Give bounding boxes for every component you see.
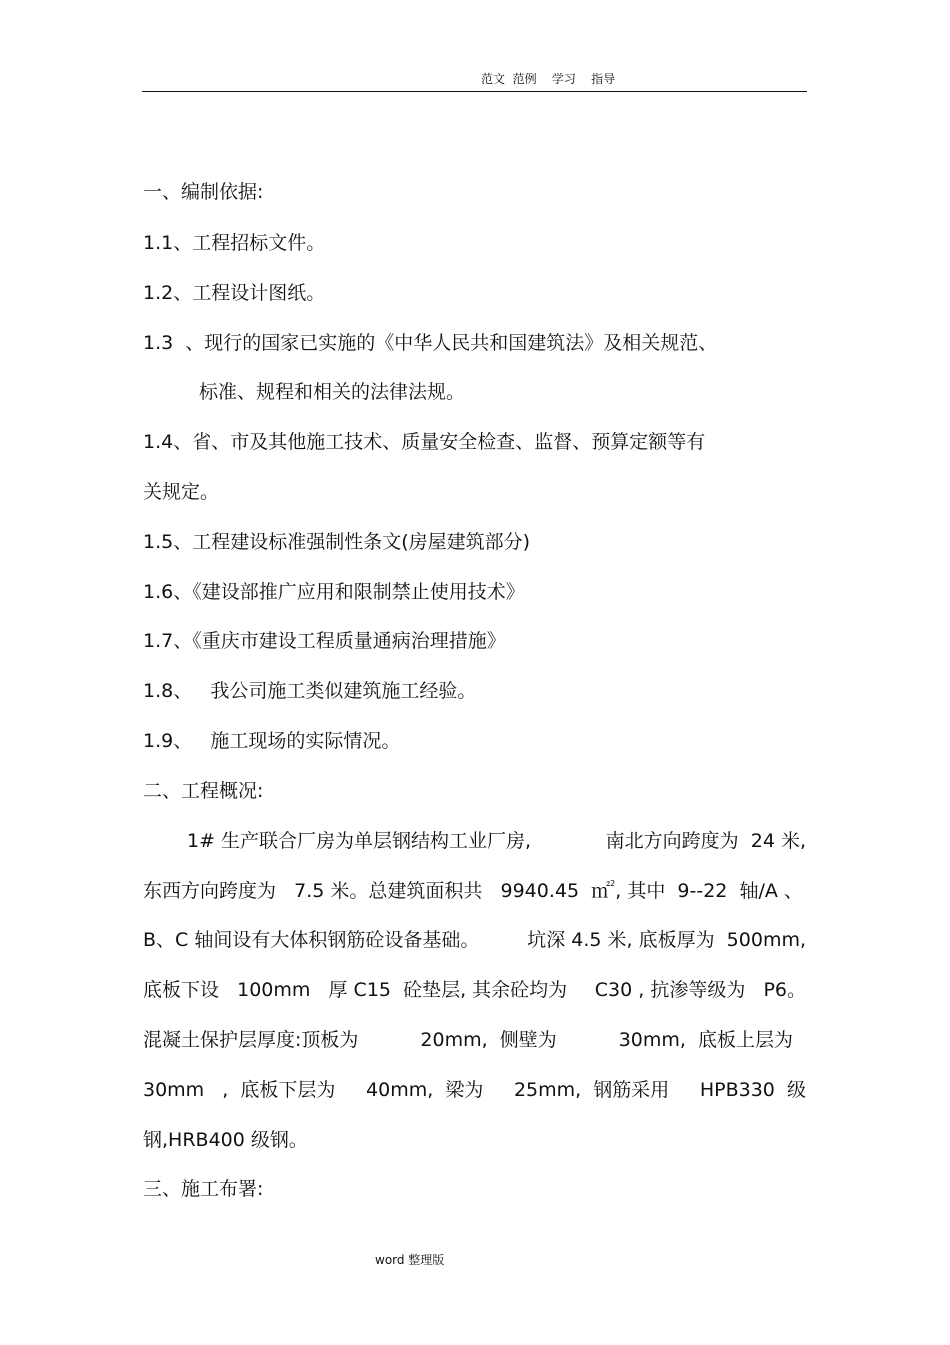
item-1-1: 1.1、工程招标文件。: [143, 232, 326, 254]
item-1-9: 1.9、 施工现场的实际情况。: [143, 730, 401, 752]
section-3-title: 三、施工布署:: [143, 1178, 264, 1200]
overview-line-2: [143, 879, 803, 903]
overview-line-6: [143, 1078, 806, 1102]
item-1-8: 1.8、 我公司施工类似建筑施工经验。: [143, 680, 477, 702]
item-1-3-line1: 1.3 、现行的国家已实施的《中华人民共和国建筑法》及相关规范、: [143, 332, 718, 354]
overview-line-6-c: 25mm, 钢筋采用: [513, 1079, 670, 1101]
section-2-title: 二、工程概况:: [143, 780, 264, 802]
item-1-6: 1.6、《建设部推广应用和限制禁止使用技术》: [143, 581, 525, 603]
item-1-4-line2: 关规定。: [143, 481, 220, 503]
item-1-3-line2: 标准、规程和相关的法律法规。: [199, 381, 466, 403]
page-header: 范文 范例 学习 指导: [481, 72, 616, 86]
header-rule: [142, 91, 807, 92]
overview-line-3: [143, 928, 806, 952]
item-1-2: 1.2、工程设计图纸。: [143, 282, 326, 304]
overview-line-5-c: 30mm, 底板上层为: [618, 1029, 793, 1051]
item-1-4-line1: 1.4、省、市及其他施工技术、质量安全检查、监督、预算定额等有: [143, 431, 706, 453]
overview-line-2-a: 东西方向跨度为 7.5 米。总建筑面积共 9940.45 ㎡: [143, 880, 611, 902]
overview-line-6-d: HPB330 级: [699, 1079, 806, 1101]
overview-line-6-a: 30mm , 底板下层为: [143, 1079, 336, 1101]
overview-line-1: [187, 829, 806, 853]
overview-line-7: 钢,HRB400 级钢。: [143, 1129, 308, 1151]
overview-line-1-b: 南北方向跨度为 24 米,: [605, 830, 806, 852]
overview-line-3-a: B、C 轴间设有大体积钢筋砼设备基础。: [143, 929, 480, 951]
overview-line-4: [143, 978, 806, 1002]
page-footer: word 整理版: [375, 1253, 445, 1267]
overview-line-4-b: C30 , 抗渗等级为 P6。: [594, 979, 806, 1001]
section-1-title: 一、编制依据:: [143, 181, 264, 203]
overview-line-4-a: 底板下设 100mm 厚 C15 砼垫层, 其余砼均为: [143, 979, 568, 1001]
overview-line-5-b: 20mm, 侧壁为: [420, 1029, 557, 1051]
item-1-5: 1.5、工程建设标准强制性条文(房屋建筑部分): [143, 531, 531, 553]
overview-line-2-superscript: 2: [610, 879, 616, 888]
overview-line-6-b: 40mm, 梁为: [366, 1079, 484, 1101]
overview-line-5-a: 混凝土保护层厚度:顶板为: [143, 1029, 359, 1051]
overview-line-1-a: 1# 生产联合厂房为单层钢结构工业厂房,: [187, 830, 532, 852]
overview-line-3-b: 坑深 4.5 米, 底板厚为 500mm,: [527, 929, 806, 951]
item-1-7: 1.7、《重庆市建设工程质量通病治理措施》: [143, 630, 506, 652]
overview-line-5: [143, 1028, 793, 1052]
overview-line-2-b: , 其中 9--22 轴/A 、: [615, 880, 803, 902]
